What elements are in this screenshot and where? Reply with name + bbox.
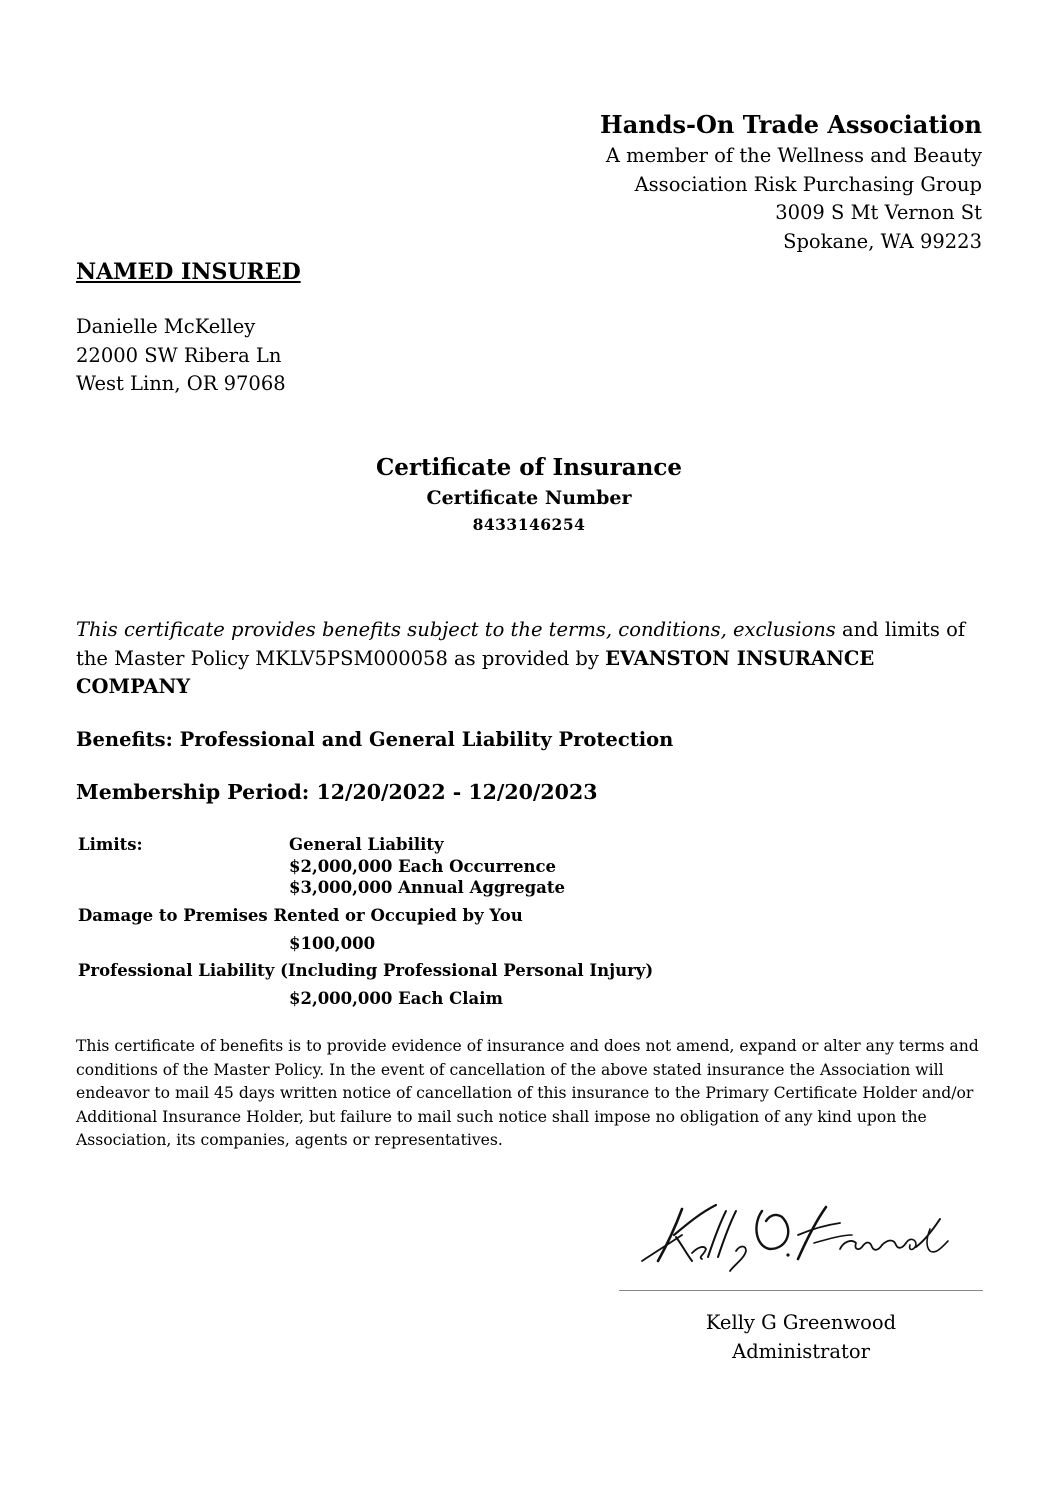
- named-insured-heading: NAMED INSURED: [76, 259, 301, 285]
- association-city: Spokane, WA 99223: [783, 229, 982, 253]
- each-occurrence-limit: $2,000,000 Each Occurrence: [289, 856, 557, 876]
- intro-italic-text: This certificate provides benefits subject to the terms, conditions, exclusions: [76, 618, 836, 641]
- annual-aggregate-limit: $3,000,000 Annual Aggregate: [289, 878, 565, 897]
- named-insured-block: [76, 313, 286, 399]
- certificate-title-block: [0, 451, 1058, 538]
- insured-address-line-2: West Linn, OR 97068: [76, 372, 286, 395]
- signatory-block: [619, 1309, 983, 1366]
- intro-paragraph: [76, 616, 976, 702]
- professional-liability-value: $2,000,000 Each Claim: [289, 989, 503, 1008]
- certificate-number: 8433146254: [472, 515, 586, 534]
- general-liability-label: General Liability: [289, 835, 444, 854]
- damage-to-premises-label: Damage to Premises Rented or Occupied by You: [78, 906, 523, 925]
- signatory-name: Kelly G Greenwood: [705, 1311, 897, 1334]
- damage-to-premises-value: $100,000: [289, 934, 376, 953]
- association-line-2: Association Risk Purchasing Group: [634, 172, 982, 196]
- certificate-number-label: Certificate Number: [426, 487, 632, 509]
- limits-label: Limits:: [78, 835, 143, 854]
- intro-text: and limits of the Master Policy MKLV5PSM000058 as provided by: [76, 618, 966, 670]
- association-line-1: A member of the Wellness and Beauty: [605, 144, 982, 167]
- benefits-line: Benefits: Professional and General Liability Protection: [76, 728, 674, 751]
- membership-period: Membership Period: 12/20/2022 - 12/20/2023: [76, 780, 598, 804]
- association-street: 3009 S Mt Vernon St: [775, 201, 982, 224]
- disclaimer-paragraph: This certificate of benefits is to provide evidence of insurance and does not amend, expand or alter any terms and conditions of the Master Policy. In the event of cancellation of the above stated insurance the Association will endeavor to mail 45 days written notice of cancellation of this insurance to the Primary Certificate Holder and/or Additional Insurance Holder, but failure to mail such notice shall impose no obligation of any kind upon the Association, its companies, agents or representatives.: [76, 1037, 979, 1149]
- association-header: [462, 108, 982, 256]
- insured-name: Danielle McKelley: [76, 315, 256, 338]
- insurance-company: EVANSTON INSURANCE COMPANY: [76, 646, 875, 698]
- certificate-title: Certificate of Insurance: [375, 454, 683, 481]
- signature-line: [619, 1290, 983, 1291]
- professional-liability-label: Professional Liability (Including Professional Personal Injury): [78, 961, 654, 980]
- insured-address-line-1: 22000 SW Ribera Ln: [76, 343, 282, 367]
- general-liability-limits: [289, 834, 565, 899]
- handwritten-signature: [630, 1195, 950, 1275]
- signatory-title: Administrator: [732, 1339, 870, 1363]
- association-name: Hands-On Trade Association: [600, 110, 982, 139]
